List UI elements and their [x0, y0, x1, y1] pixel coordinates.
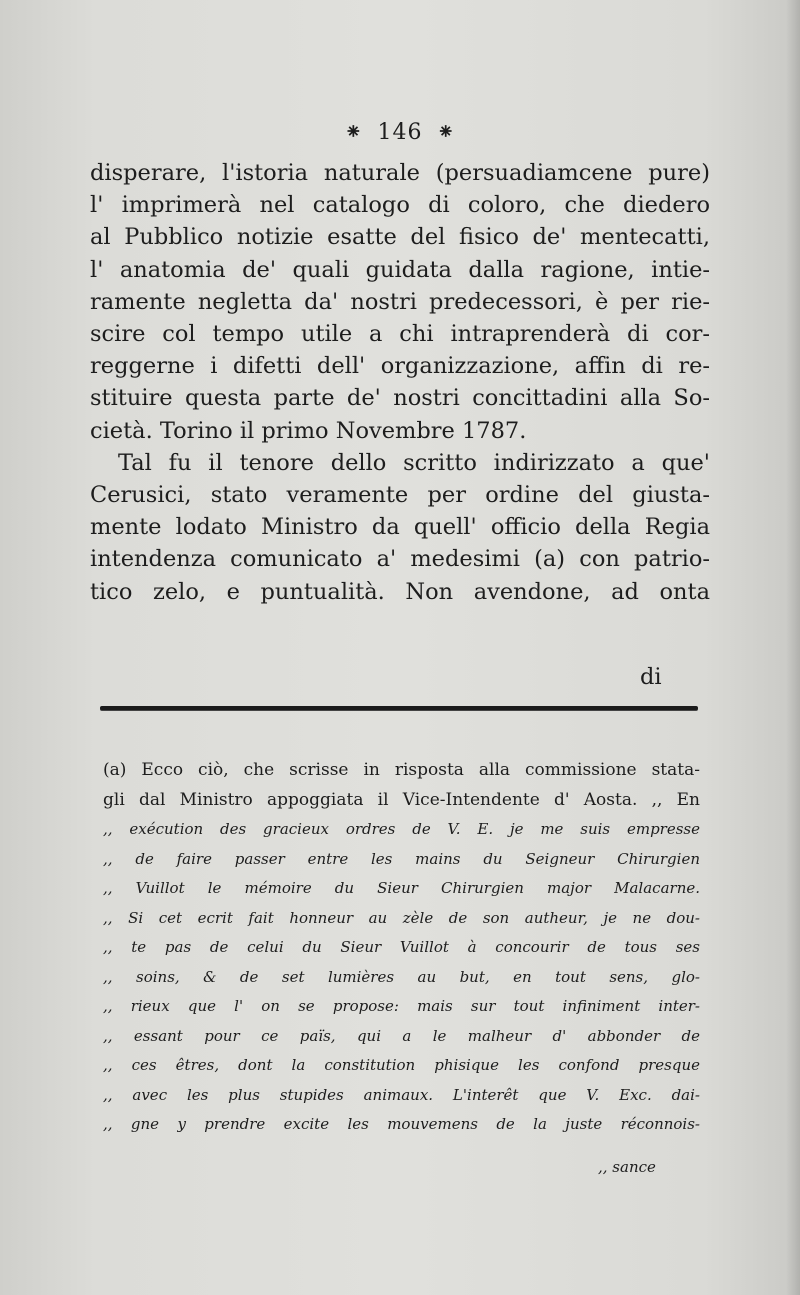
text-line: disperare, l'istoria naturale (persuadiamcene pure): [90, 160, 710, 186]
main-text: [90, 157, 710, 608]
text-line: Tal fu il tenore dello scritto indirizzato a que': [118, 449, 710, 476]
text-line: l' anatomia de' quali guidata dalla ragione, intie-: [90, 256, 710, 283]
footnote-line: ,, Vuillot le mémoire du Sieur Chirurgien major Malacarne.: [103, 879, 700, 897]
footnote-line: ,, avec les plus stupides animaux. L'interêt que V. Exc. dai-: [103, 1085, 700, 1104]
text-line: Cerusici, stato veramente per ordine del giusta-: [90, 482, 710, 509]
footnote-line: ,, soins, & de set lumières au but, en tout sens, glo-: [103, 967, 700, 986]
text-line: stituire questa parte de' nostri concittadini alla So-: [90, 385, 710, 412]
footnote-line: ,, exécution des gracieux ordres de V. E. je me suis empresse: [103, 820, 700, 838]
footnote-catchword: ,, sance: [598, 1158, 656, 1176]
footnote: [103, 756, 700, 1140]
footnote-line: ,, ces êtres, dont la constitution phisique les confond presque: [103, 1056, 700, 1074]
catchword: di: [640, 664, 662, 690]
footnote-line: ,, de faire passer entre les mains du Seigneur Chirurgien: [103, 849, 700, 868]
page-header: [0, 120, 800, 145]
footnote-line: ,, gne y prendre excite les mouvemens de la juste réconnois-: [103, 1115, 700, 1133]
text-line: l' imprimerà nel catalogo di coloro, che diedero: [90, 192, 710, 219]
text-line: mente lodato Ministro da quell' officio della Regia: [90, 514, 710, 541]
ornament-right-icon: ⁕: [436, 120, 456, 145]
footnote-line: ,, rieux que l' on se propose: mais sur tout infiniment inter-: [103, 997, 700, 1015]
text-line: tico zelo, e puntualità. Non avendone, ad onta: [90, 578, 710, 605]
page-number: 146: [377, 120, 423, 145]
text-line: al Pubblico notizie esatte del fisico de' mentecatti,: [90, 224, 710, 251]
page-edge-shadow: [786, 0, 800, 1295]
text-line: intendenza comunicato a' medesimi (a) con patrio-: [90, 546, 710, 573]
text-line: reggerne i difetti dell' organizzazione, affin di re-: [90, 353, 710, 380]
footnote-line: (a) Ecco ciò, che scrisse in risposta alla commissione stata-: [103, 760, 700, 780]
footnote-divider: [100, 706, 698, 710]
ornament-left-icon: ⁕: [344, 120, 364, 145]
footnote-line: ,, te pas de celui du Sieur Vuillot à concourir de tous ses: [103, 938, 700, 956]
text-line: scire col tempo utile a chi intraprenderà di cor-: [90, 321, 710, 348]
text-line: ramente negletta da' nostri predecessori, è per rie-: [90, 288, 710, 315]
text-line: cietà. Torino il primo Novembre 1787.: [90, 417, 527, 444]
footnote-line: ,, essant pour ce païs, qui a le malheur d' abbonder de: [103, 1026, 700, 1045]
footnote-line: ,, Si cet ecrit fait honneur au zèle de son autheur, je ne dou-: [103, 908, 700, 927]
footnote-line: gli dal Ministro appoggiata il Vice-Intendente d' Aosta. ,, En: [103, 789, 700, 810]
